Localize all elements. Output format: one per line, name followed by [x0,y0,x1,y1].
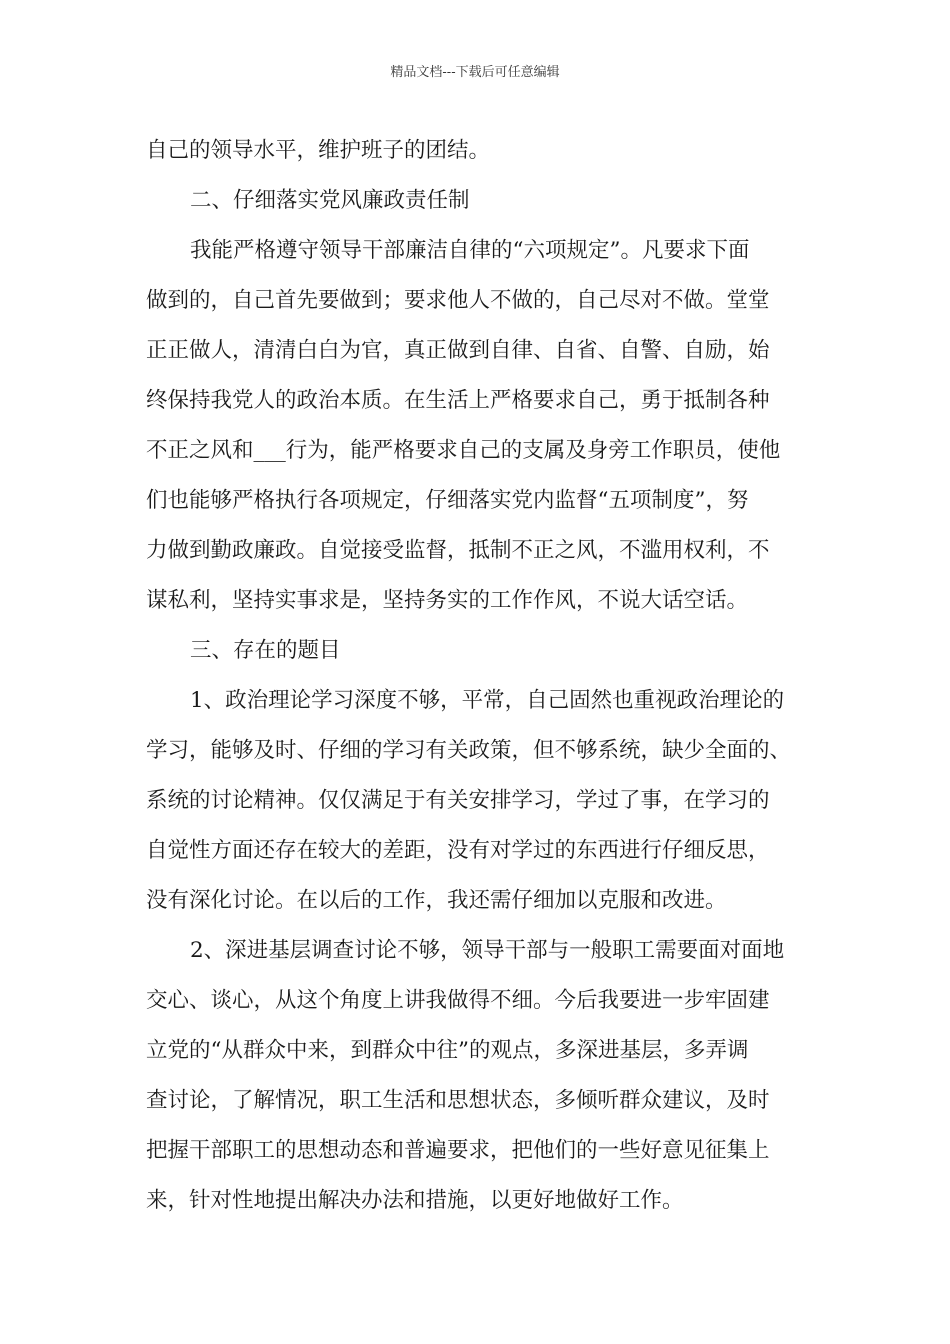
page-header: 精品文档---下载后可任意编辑 [390,65,560,80]
body-line: 不正之风和___行为，能严格要求自己的支属及身旁工作职员，使他 [146,438,781,463]
body-line: 查讨论，了解情况，职工生活和思想状态，多倾听群众建议，及时 [146,1088,770,1113]
body-line: 交心、谈心，从这个角度上讲我做得不细。今后我要进一步牢固建 [146,988,770,1013]
paragraph-first-line: 我能严格遵守领导干部廉洁自律的“六项规定”。凡要求下面 [190,238,750,263]
body-line: 终保持我党人的政治本质。在生活上严格要求自己，勇于抵制各种 [146,388,770,413]
body-line: 们也能够严格执行各项规定，仔细落实党内监督“五项制度”，努 [146,488,749,513]
body-line: 立党的“从群众中来，到群众中往”的观点，多深进基层，多弄调 [146,1038,749,1063]
body-line: 来，针对性地提出解决办法和措施，以更好地做好工作。 [146,1188,684,1213]
document-body [146,126,810,1226]
body-line: 力做到勤政廉政。自觉接受监督，抵制不正之风，不滥用权利，不 [146,538,770,563]
paragraph-first-line: 1、政治理论学习深度不够，平常，自己固然也重视政治理论的 [190,688,785,713]
body-line: 没有深化讨论。在以后的工作，我还需仔细加以克服和改进。 [146,888,727,913]
body-line: 系统的讨论精神。仅仅满足于有关安排学习，学过了事，在学习的 [146,788,770,813]
body-line: 做到的，自己首先要做到；要求他人不做的，自己尽对不做。堂堂 [146,288,770,313]
paragraph-first-line: 2、深进基层调查讨论不够，领导干部与一般职工需要面对面地 [190,938,785,963]
section-heading: 三、存在的题目 [190,638,341,663]
body-line: 谋私利，坚持实事求是，坚持务实的工作作风，不说大话空话。 [146,588,749,613]
body-line: 自己的领导水平，维护班子的团结。 [146,138,491,163]
body-line: 正正做人，清清白白为官，真正做到自律、自省、自警、自励，始 [146,338,770,363]
body-line: 学习，能够及时、仔细的学习有关政策，但不够系统，缺少全面的、 [146,738,792,763]
body-line: 把握干部职工的思想动态和普遍要求，把他们的一些好意见征集上 [146,1138,770,1163]
section-heading: 二、仔细落实党风廉政责任制 [190,188,470,213]
body-line: 自觉性方面还存在较大的差距，没有对学过的东西进行仔细反思， [146,838,770,863]
